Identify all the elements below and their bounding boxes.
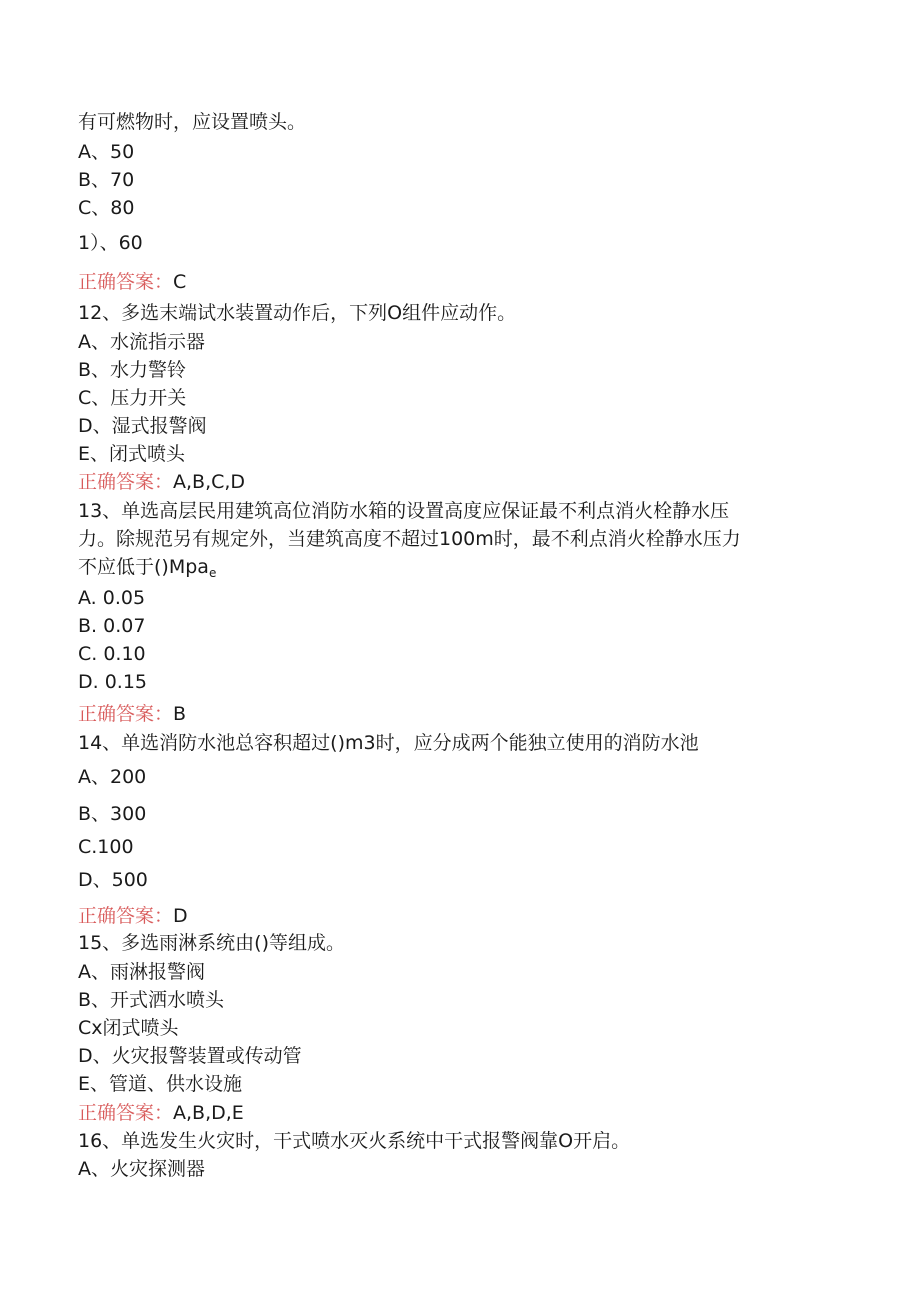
answer-label: 正确答案：: [78, 905, 174, 927]
correct-answer: [78, 702, 186, 726]
answer-label: 正确答案：: [78, 471, 174, 493]
option-b: B. 0.07: [78, 615, 146, 637]
question-13-tail: 不应低于()Mpa: [78, 556, 209, 578]
correct-answer: [78, 270, 186, 294]
answer-value: B: [173, 703, 187, 725]
option-d: D、湿式报警阀: [78, 415, 207, 437]
option-b: B、开式洒水喷头: [78, 989, 225, 1011]
question-text-line: 有可燃物时，应设置喷头。: [78, 111, 307, 133]
option-d: D、火灾报警装置或传动管: [78, 1045, 302, 1067]
option-a: A、水流指示器: [78, 331, 205, 353]
question-16: 16、单选发生火灾时，干式喷水灭火系统中干式报警阀靠O开启。: [78, 1130, 631, 1152]
answer-label: 正确答案：: [78, 271, 174, 293]
option-a: A、雨淋报警阀: [78, 961, 205, 983]
correct-answer: [78, 904, 188, 928]
option-c: C.100: [78, 836, 134, 858]
question-13: 13、单选高层民用建筑高位消防水箱的设置高度应保证最不利点消火栓静水压: [78, 500, 730, 522]
option-b: B、70: [78, 169, 135, 191]
option-c: C. 0.10: [78, 643, 146, 665]
option-e: E、管道、供水设施: [78, 1073, 243, 1095]
option-d: D. 0.15: [78, 671, 148, 693]
answer-label: 正确答案：: [78, 703, 174, 725]
answer-value: A,B,D,E: [173, 1102, 244, 1124]
correct-answer: [78, 470, 245, 494]
option-a: A、200: [78, 766, 147, 788]
question-13-line-3: [78, 555, 216, 585]
question-12: 12、多选末端试水装置动作后，下列O组件应动作。: [78, 302, 517, 324]
option-c: C、80: [78, 197, 135, 219]
answer-value: C: [173, 271, 187, 293]
option-a: A、火灾探测器: [78, 1158, 205, 1180]
answer-value: D: [173, 905, 188, 927]
answer-value: A,B,C,D: [173, 471, 246, 493]
option-d: 1）、60: [78, 232, 143, 254]
question-13-line-2: 力。除规范另有规定外，当建筑高度不超过100m时，最不利点消火栓静水压力: [78, 528, 741, 550]
correct-answer: [78, 1101, 244, 1125]
question-14: 14、单选消防水池总容积超过()m3时，应分成两个能独立使用的消防水池: [78, 732, 699, 754]
option-b: B、300: [78, 803, 147, 825]
option-b: B、水力警铃: [78, 359, 187, 381]
option-a: A、50: [78, 141, 135, 163]
question-15: 15、多选雨淋系统由()等组成。: [78, 932, 346, 954]
option-d: D、500: [78, 869, 148, 891]
option-c: Cx闭式喷头: [78, 1017, 179, 1039]
option-e: E、闭式喷头: [78, 443, 186, 465]
option-c: C、压力开关: [78, 387, 187, 409]
answer-label: 正确答案：: [78, 1102, 174, 1124]
option-a: A. 0.05: [78, 587, 146, 609]
question-13-tail-subscript: e: [208, 566, 217, 580]
